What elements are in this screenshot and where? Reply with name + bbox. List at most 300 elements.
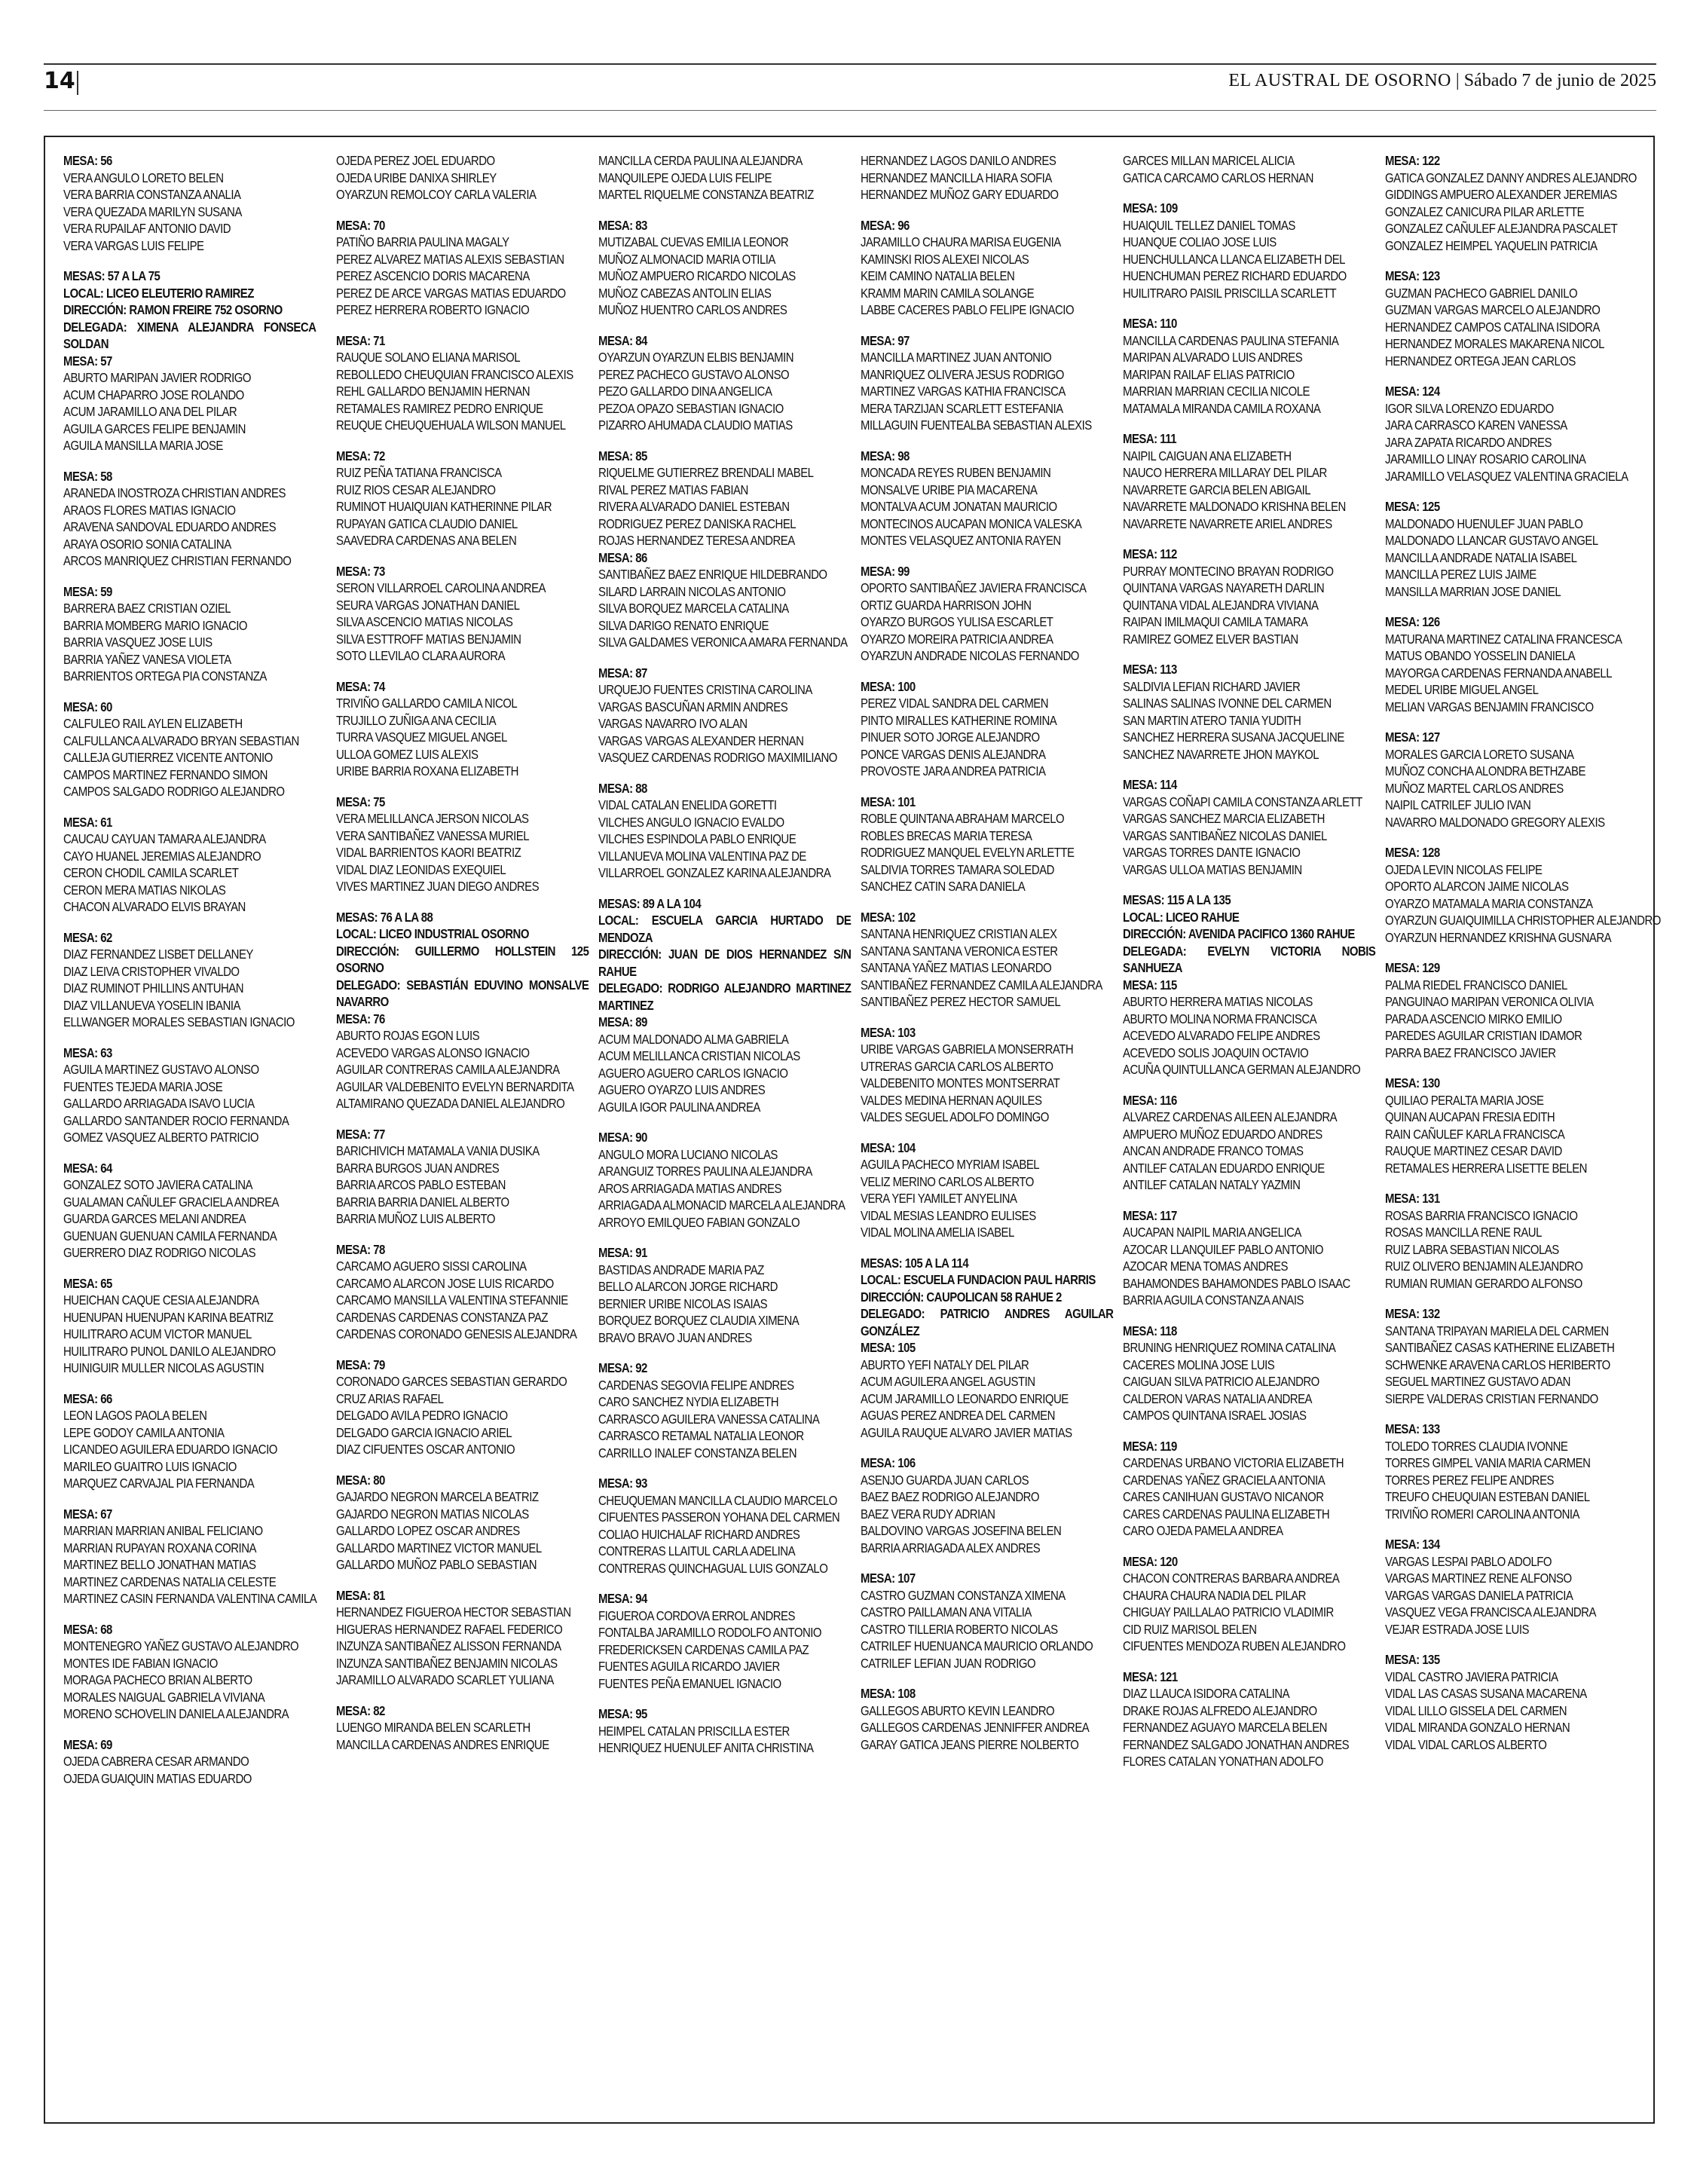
voter-name: MANSILLA MARRIAN JOSE DANIEL bbox=[1385, 583, 1561, 599]
mesa-heading: MESA: 87 bbox=[598, 665, 647, 681]
voter-name: DIAZ VILLANUEVA YOSELIN IBANIA bbox=[63, 997, 240, 1013]
voter-name: MARTEL RIQUELME CONSTANZA BEATRIZ bbox=[598, 187, 814, 202]
voter-name: DELGADO AVILA PEDRO IGNACIO bbox=[336, 1408, 508, 1423]
voter-name: VIDAL CASTRO JAVIERA PATRICIA bbox=[1385, 1669, 1558, 1684]
voter-name: MAYORGA CARDENAS FERNANDA ANABELL bbox=[1385, 665, 1613, 681]
voter-name: HEIMPEL CATALAN PRISCILLA ESTER bbox=[598, 1723, 790, 1739]
voter-name: AGUERO OYARZO LUIS ANDRES bbox=[598, 1082, 766, 1097]
voter-name: VARGAS SANTIBAÑEZ NICOLAS DANIEL bbox=[1123, 827, 1327, 843]
voter-name: TREUFO CHEUQUIAN ESTEBAN DANIEL bbox=[1385, 1489, 1590, 1504]
voter-name: PEREZ ASCENCIO DORIS MACARENA bbox=[336, 268, 530, 283]
voter-name: PEREZ VIDAL SANDRA DEL CARMEN bbox=[861, 696, 1049, 711]
mesa-heading: MESA: 115 bbox=[1123, 977, 1177, 993]
voter-name: RIVAL PEREZ MATIAS FABIAN bbox=[598, 482, 748, 497]
voter-name: SALINAS SALINAS IVONNE DEL CARMEN bbox=[1123, 696, 1332, 711]
mesa-block bbox=[1123, 200, 1379, 301]
voter-name: SAN MARTIN ATERO TANIA YUDITH bbox=[1123, 712, 1301, 728]
voter-name: SERON VILLARROEL CAROLINA ANDREA bbox=[336, 580, 546, 595]
voter-name: BARRA BURGOS JUAN ANDRES bbox=[336, 1160, 500, 1176]
voter-name: ROSAS MANCILLA RENE RAUL bbox=[1385, 1225, 1542, 1240]
voter-name: CAMPOS MARTINEZ FERNANDO SIMON bbox=[63, 766, 268, 782]
voter-name: VERA YEFI YAMILET ANYELINA bbox=[861, 1191, 1017, 1206]
voter-name: RETAMALES RAMIREZ PEDRO ENRIQUE bbox=[336, 400, 543, 416]
voter-name: TORRES PEREZ FELIPE ANDRES bbox=[1385, 1472, 1555, 1488]
voter-name: BARRIA ARCOS PABLO ESTEBAN bbox=[336, 1177, 506, 1192]
voter-name: ACUM MALDONADO ALMA GABRIELA bbox=[598, 1031, 789, 1047]
voter-name: HUENUPAN HUENUPAN KARINA BEATRIZ bbox=[63, 1309, 274, 1325]
voter-name: PINUER SOTO JORGE ALEJANDRO bbox=[861, 730, 1040, 745]
voter-name: URIBE VARGAS GABRIELA MONSERRATH bbox=[861, 1042, 1074, 1057]
voter-name: CID RUIZ MARISOL BELEN bbox=[1123, 1621, 1257, 1637]
voter-name: CASTRO GUZMAN CONSTANZA XIMENA bbox=[861, 1587, 1066, 1603]
voter-name: SANCHEZ HERRERA SUSANA JACQUELINE bbox=[1123, 730, 1344, 745]
voter-name: VARGAS TORRES DANTE IGNACIO bbox=[1123, 845, 1301, 860]
voter-name: ACEVEDO VARGAS ALONSO IGNACIO bbox=[336, 1045, 530, 1060]
mesa-block bbox=[861, 217, 1117, 319]
voter-name: SILVA DARIGO RENATO ENRIQUE bbox=[598, 617, 769, 633]
voter-name: MARTINEZ CASIN FERNANDA VALENTINA CAMILA bbox=[63, 1591, 317, 1606]
voter-name: RIQUELME GUTIERREZ BRENDALI MABEL bbox=[598, 465, 814, 480]
mesa-block bbox=[598, 549, 855, 651]
mesa-heading: MESA: 70 bbox=[336, 217, 385, 233]
voter-name: HIGUERAS HERNANDEZ RAFAEL FEDERICO bbox=[336, 1621, 563, 1637]
voter-name: RUIZ PEÑA TATIANA FRANCISCA bbox=[336, 465, 502, 480]
voter-name: GARCES MILLAN MARICEL ALICIA bbox=[1123, 153, 1295, 168]
voter-name: MANQUILEPE OJEDA LUIS FELIPE bbox=[598, 170, 772, 185]
voter-name: CARRILLO INALEF CONSTANZA BELEN bbox=[598, 1445, 797, 1461]
mesa-block bbox=[336, 217, 592, 319]
voter-name: VIDAL BARRIENTOS KAORI BEATRIZ bbox=[336, 845, 521, 860]
mesa-block bbox=[861, 563, 1117, 665]
voter-name: HUEICHAN CAQUE CESIA ALEJANDRA bbox=[63, 1292, 259, 1308]
voter-name: MANCILLA MARTINEZ JUAN ANTONIO bbox=[861, 350, 1052, 365]
voter-name: GALLEGOS ABURTO KEVIN LEANDRO bbox=[861, 1702, 1055, 1718]
polling-place-info: DIRECCIÓN: RAMON FREIRE 752 OSORNO bbox=[63, 302, 283, 317]
mesa-block bbox=[598, 1705, 855, 1757]
mesa-heading: MESA: 124 bbox=[1385, 384, 1440, 399]
polling-place-info: LOCAL: LICEO RAHUE bbox=[1123, 909, 1240, 925]
voter-name: VASQUEZ VEGA FRANCISCA ALEJANDRA bbox=[1385, 1604, 1596, 1620]
mesa-heading: MESA: 94 bbox=[598, 1591, 647, 1606]
voter-name: RODRIGUEZ MANQUEL EVELYN ARLETTE bbox=[861, 845, 1075, 860]
voter-name: TRUJILLO ZUÑIGA ANA CECILIA bbox=[336, 712, 497, 728]
voter-name: FONTALBA JARAMILLO RODOLFO ANTONIO bbox=[598, 1625, 822, 1640]
voter-name: VARGAS BASCUÑAN ARMIN ANDRES bbox=[598, 699, 788, 714]
voter-name: VARGAS MARTINEZ RENE ALFONSO bbox=[1385, 1571, 1572, 1586]
voter-name: CARCAMO MANSILLA VALENTINA STEFANNIE bbox=[336, 1292, 568, 1308]
mesa-heading: MESA: 112 bbox=[1123, 546, 1177, 561]
voter-name: HUAIQUIL TELLEZ DANIEL TOMAS bbox=[1123, 217, 1295, 233]
voter-name: REHL GALLARDO BENJAMIN HERNAN bbox=[336, 384, 531, 399]
voter-name: VASQUEZ CARDENAS RODRIGO MAXIMILIANO bbox=[598, 750, 837, 765]
voter-name: HENRIQUEZ HUENULEF ANITA CHRISTINA bbox=[598, 1740, 814, 1755]
mesa-block bbox=[1385, 152, 1641, 254]
voter-name: VIDAL DIAZ LEONIDAS EXEQUIEL bbox=[336, 861, 506, 877]
polling-place-info: MESAS: 115 A LA 135 bbox=[1123, 892, 1231, 907]
voter-name: CATRILEF HUENUANCA MAURICIO ORLANDO bbox=[861, 1638, 1093, 1653]
mesa-block bbox=[861, 1685, 1117, 1753]
voter-name: VERA SANTIBAÑEZ VANESSA MURIEL bbox=[336, 827, 530, 843]
mesa-block bbox=[63, 1390, 320, 1492]
voter-name: DIAZ LLAUCA ISIDORA CATALINA bbox=[1123, 1686, 1290, 1701]
mesa-block bbox=[1123, 1553, 1379, 1655]
voter-name: VARGAS SANCHEZ MARCIA ELIZABETH bbox=[1123, 811, 1325, 826]
voter-name: SILVA ESTTROFF MATIAS BENJAMIN bbox=[336, 631, 521, 647]
mesa-block bbox=[1385, 268, 1641, 369]
mesa-block bbox=[336, 1357, 592, 1458]
voter-name: ARROYO EMILQUEO FABIAN GONZALO bbox=[598, 1214, 800, 1230]
voter-name: CHIGUAY PAILLALAO PATRICIO VLADIMIR bbox=[1123, 1604, 1334, 1620]
voter-name: OJEDA URIBE DANIXA SHIRLEY bbox=[336, 170, 497, 185]
mesa-block bbox=[1123, 1438, 1379, 1540]
voter-name: CHAURA CHAURA NADIA DEL PILAR bbox=[1123, 1587, 1306, 1603]
mesa-heading: MESA: 121 bbox=[1123, 1669, 1178, 1684]
polling-place-info: MESAS: 89 A LA 104 bbox=[598, 895, 702, 911]
voter-name: GAJARDO NEGRON MATIAS NICOLAS bbox=[336, 1506, 529, 1522]
voter-name: CARDENAS SEGOVIA FELIPE ANDRES bbox=[598, 1377, 794, 1393]
voter-name: VIDAL LAS CASAS SUSANA MACARENA bbox=[1385, 1686, 1587, 1701]
mesa-heading: MESA: 58 bbox=[63, 468, 112, 484]
voter-name: CACERES MOLINA JOSE LUIS bbox=[1123, 1357, 1275, 1372]
mesa-block bbox=[598, 1129, 855, 1231]
mesa-block bbox=[1385, 729, 1641, 830]
voter-name: ANCAN ANDRADE FRANCO TOMAS bbox=[1123, 1143, 1304, 1158]
voter-name: NAVARRETE GARCIA BELEN ABIGAIL bbox=[1123, 482, 1311, 497]
voter-name: GUZMAN PACHECO GABRIEL DANILO bbox=[1385, 285, 1578, 301]
mesa-heading: MESA: 99 bbox=[861, 563, 910, 579]
mesa-heading: MESA: 81 bbox=[336, 1587, 385, 1603]
voter-name: DIAZ LEIVA CRISTOPHER VIVALDO bbox=[63, 963, 240, 979]
mesa-block bbox=[1123, 546, 1379, 647]
mesa-block bbox=[1123, 776, 1379, 878]
mesa-block bbox=[1385, 1190, 1641, 1292]
voter-name: MORAGA PACHECO BRIAN ALBERTO bbox=[63, 1672, 252, 1687]
voter-name: FERNANDEZ SALGADO JONATHAN ANDRES bbox=[1123, 1736, 1350, 1752]
voter-name: MUÑOZ CABEZAS ANTOLIN ELIAS bbox=[598, 285, 772, 301]
voter-name: FLORES CATALAN YONATHAN ADOLFO bbox=[1123, 1754, 1323, 1769]
voter-name: OJEDA PEREZ JOEL EDUARDO bbox=[336, 153, 495, 168]
voter-name: TRIVIÑO GALLARDO CAMILA NICOL bbox=[336, 696, 518, 711]
voter-name: OJEDA GUAIQUIN MATIAS EDUARDO bbox=[63, 1770, 252, 1786]
voter-name: AGUILA GARCES FELIPE BENJAMIN bbox=[63, 421, 246, 436]
column-3 bbox=[598, 152, 855, 1770]
voter-name: MANCILLA PEREZ LUIS JAIME bbox=[1385, 567, 1536, 582]
voter-name: JARAMILLO ALVARADO SCARLET YULIANA bbox=[336, 1672, 554, 1687]
mesa-block bbox=[336, 1241, 592, 1343]
voter-name: SIERPE VALDERAS CRISTIAN FERNANDO bbox=[1385, 1390, 1598, 1406]
mesa-block bbox=[598, 1360, 855, 1461]
mesa-block bbox=[336, 678, 592, 780]
voter-name: VIDAL MIRANDA GONZALO HERNAN bbox=[1385, 1720, 1570, 1735]
voter-name: MARTINEZ VARGAS KATHIA FRANCISCA bbox=[861, 384, 1066, 399]
voter-name: MATURANA MARTINEZ CATALINA FRANCESCA bbox=[1385, 631, 1622, 647]
mesa-block bbox=[63, 1160, 320, 1262]
voter-name: BARRIA BARRIA DANIEL ALBERTO bbox=[336, 1194, 509, 1210]
voter-name: QUILIAO PERALTA MARIA JOSE bbox=[1385, 1092, 1544, 1108]
mesa-heading: MESA: 103 bbox=[861, 1024, 916, 1040]
voter-name: BALDOVINO VARGAS JOSEFINA BELEN bbox=[861, 1523, 1062, 1538]
mesa-heading: MESA: 80 bbox=[336, 1472, 385, 1488]
voter-name: AGUILA RAUQUE ALVARO JAVIER MATIAS bbox=[861, 1424, 1072, 1440]
mesa-heading: MESA: 72 bbox=[336, 448, 385, 463]
voter-name: MUÑOZ HUENTRO CARLOS ANDRES bbox=[598, 302, 787, 317]
voter-name: OYARZUN GUAIQUIMILLA CHRISTOPHER ALEJANDRO bbox=[1385, 913, 1661, 928]
voter-name: CASTRO TILLERIA ROBERTO NICOLAS bbox=[861, 1621, 1058, 1637]
voter-name: CATRILEF LEFIAN JUAN RODRIGO bbox=[861, 1655, 1036, 1671]
voter-name: RUPAYAN GATICA CLAUDIO DANIEL bbox=[336, 515, 518, 531]
voter-name: SILVA ASCENCIO MATIAS NICOLAS bbox=[336, 614, 513, 629]
voter-name: MARRIAN MARRIAN ANIBAL FELICIANO bbox=[63, 1523, 263, 1538]
voter-name: OJEDA LEVIN NICOLAS FELIPE bbox=[1385, 861, 1543, 877]
mesa-block bbox=[1385, 1421, 1641, 1522]
mesa-block bbox=[336, 1587, 592, 1689]
voter-name: CHACON CONTRERAS BARBARA ANDREA bbox=[1123, 1571, 1340, 1586]
voter-name: AGUAS PEREZ ANDREA DEL CARMEN bbox=[861, 1408, 1055, 1423]
voter-name: NAVARRETE MALDONADO KRISHNA BELEN bbox=[1123, 499, 1346, 514]
voter-name: BARICHIVICH MATAMALA VANIA DUSIKA bbox=[336, 1143, 540, 1158]
voter-name: VILLANUEVA MOLINA VALENTINA PAZ DE bbox=[598, 848, 806, 864]
mesa-heading: MESA: 113 bbox=[1123, 662, 1177, 677]
voter-name: HERNANDEZ FIGUEROA HECTOR SEBASTIAN bbox=[336, 1604, 571, 1620]
voter-name: MORALES NAIGUAL GABRIELA VIVIANA bbox=[63, 1689, 265, 1705]
voter-name: DIAZ FERNANDEZ LISBET DELLANEY bbox=[63, 947, 253, 962]
voter-name: GUALAMAN CAÑULEF GRACIELA ANDREA bbox=[63, 1194, 280, 1210]
voter-name: FERNANDEZ AGUAYO MARCELA BELEN bbox=[1123, 1720, 1327, 1735]
mesa-heading: MESA: 108 bbox=[861, 1686, 916, 1701]
voter-name: GALLARDO MUÑOZ PABLO SEBASTIAN bbox=[336, 1557, 537, 1572]
polling-place-info: LOCAL: LICEO INDUSTRIAL OSORNO bbox=[336, 926, 529, 941]
mesa-heading: MESA: 63 bbox=[63, 1045, 112, 1060]
voter-name: PEREZ PACHECO GUSTAVO ALONSO bbox=[598, 366, 790, 382]
voter-name: ASENJO GUARDA JUAN CARLOS bbox=[861, 1472, 1029, 1488]
voter-name: VERA VARGAS LUIS FELIPE bbox=[63, 237, 204, 253]
mesa-heading: MESA: 62 bbox=[63, 929, 112, 945]
voter-name: ANTILEF CATALAN EDUARDO ENRIQUE bbox=[1123, 1160, 1325, 1176]
voter-name: HERNANDEZ LAGOS DANILO ANDRES bbox=[861, 153, 1056, 168]
voter-name: LEON LAGOS PAOLA BELEN bbox=[63, 1408, 207, 1423]
voter-name: MEDEL URIBE MIGUEL ANGEL bbox=[1385, 682, 1539, 697]
voter-name: CAMPOS SALGADO RODRIGO ALEJANDRO bbox=[63, 784, 285, 799]
voter-name: TRIVIÑO ROMERI CAROLINA ANTONIA bbox=[1385, 1506, 1579, 1522]
voter-name: CARDENAS CARDENAS CONSTANZA PAZ bbox=[336, 1309, 548, 1325]
polling-place-info: DIRECCIÓN: GUILLERMO HOLLSTEIN 125 OSORNO bbox=[336, 943, 589, 975]
voter-name: BERNIER URIBE NICOLAS ISAIAS bbox=[598, 1295, 768, 1311]
voter-name: OYARZUN REMOLCOY CARLA VALERIA bbox=[336, 187, 537, 202]
mesa-block bbox=[1123, 315, 1379, 417]
voter-name: DIAZ RUMINOT PHILLINS ANTUHAN bbox=[63, 980, 244, 996]
voter-name: GALLARDO ARRIAGADA ISAVO LUCIA bbox=[63, 1096, 255, 1111]
mesa-block bbox=[598, 895, 855, 1116]
voter-name: CAMPOS QUINTANA ISRAEL JOSIAS bbox=[1123, 1408, 1307, 1423]
polling-place-info: DIRECCIÓN: AVENIDA PACIFICO 1360 RAHUE bbox=[1123, 926, 1355, 941]
voter-name: NAUCO HERRERA MILLARAY DEL PILAR bbox=[1123, 465, 1327, 480]
mesa-heading: MESA: 125 bbox=[1385, 499, 1440, 514]
voter-name: CARRASCO AGUILERA VANESSA CATALINA bbox=[598, 1411, 820, 1427]
mesa-block bbox=[861, 909, 1117, 1011]
voter-name: VERA MELILLANCA JERSON NICOLAS bbox=[336, 811, 529, 826]
mesa-block bbox=[1123, 892, 1379, 1078]
voter-name: GALLARDO SANTANDER ROCIO FERNANDA bbox=[63, 1112, 289, 1128]
mesa-heading: MESA: 77 bbox=[336, 1126, 385, 1142]
voter-name: BAHAMONDES BAHAMONDES PABLO ISAAC bbox=[1123, 1275, 1350, 1291]
voter-name: SANTIBAÑEZ BAEZ ENRIQUE HILDEBRANDO bbox=[598, 567, 827, 582]
voter-name: SEGUEL MARTINEZ GUSTAVO ADAN bbox=[1385, 1374, 1570, 1389]
mesa-heading: MESA: 74 bbox=[336, 678, 385, 694]
voter-name: CONTRERAS QUINCHAGUAL LUIS GONZALO bbox=[598, 1560, 828, 1576]
voter-name: AGUERO AGUERO CARLOS IGNACIO bbox=[598, 1065, 788, 1081]
voter-name: CALDERON VARAS NATALIA ANDREA bbox=[1123, 1390, 1312, 1406]
mesa-heading: MESA: 122 bbox=[1385, 153, 1440, 168]
voter-name: CARES CANIHUAN GUSTAVO NICANOR bbox=[1123, 1489, 1324, 1504]
voter-name: MUÑOZ MARTEL CARLOS ANDRES bbox=[1385, 780, 1564, 796]
mesa-block bbox=[336, 909, 592, 1112]
mesa-block bbox=[598, 665, 855, 766]
mesa-block bbox=[598, 332, 855, 434]
voter-name: MARRIAN MARRIAN CECILIA NICOLE bbox=[1123, 384, 1310, 399]
mesa-block bbox=[63, 468, 320, 570]
voter-name: MONTECINOS AUCAPAN MONICA VALESKA bbox=[861, 515, 1082, 531]
voter-name: MARIPAN RAILAF ELIAS PATRICIO bbox=[1123, 366, 1295, 382]
column-5 bbox=[1123, 152, 1379, 1784]
voter-name: BARRIA AGUILA CONSTANZA ANAIS bbox=[1123, 1292, 1304, 1308]
voter-name: SANCHEZ CATIN SARA DANIELA bbox=[861, 879, 1026, 894]
voter-name: BAEZ VERA RUDY ADRIAN bbox=[861, 1506, 995, 1522]
mesa-block bbox=[861, 332, 1117, 434]
mesa-heading: MESA: 89 bbox=[598, 1014, 647, 1029]
voter-name: GONZALEZ HEIMPEL YAQUELIN PATRICIA bbox=[1385, 237, 1598, 253]
voter-name: ORTIZ GUARDA HARRISON JOHN bbox=[861, 597, 1032, 613]
mesa-heading: MESA: 75 bbox=[336, 794, 385, 809]
voter-name: JARAMILLO LINAY ROSARIO CAROLINA bbox=[1385, 451, 1586, 466]
mesa-heading: MESA: 95 bbox=[598, 1706, 647, 1721]
voter-name: MONTES VELASQUEZ ANTONIA RAYEN bbox=[861, 533, 1061, 548]
voter-name: PARRA BAEZ FRANCISCO JAVIER bbox=[1385, 1045, 1556, 1060]
mesa-block bbox=[861, 152, 1117, 203]
voter-name: VERA BARRIA CONSTANZA ANALIA bbox=[63, 187, 241, 202]
mesa-heading: MESA: 130 bbox=[1385, 1075, 1440, 1090]
voter-name: HERNANDEZ ORTEGA JEAN CARLOS bbox=[1385, 353, 1576, 369]
voter-name: AMPUERO MUÑOZ EDUARDO ANDRES bbox=[1123, 1126, 1322, 1142]
voter-name: QUINAN AUCAPAN FRESIA EDITH bbox=[1385, 1109, 1555, 1124]
voter-name: GUERRERO DIAZ RODRIGO NICOLAS bbox=[63, 1245, 256, 1260]
voter-name: RUMIAN RUMIAN GERARDO ALFONSO bbox=[1385, 1275, 1582, 1291]
voter-name: MALDONADO LLANCAR GUSTAVO ANGEL bbox=[1385, 533, 1598, 548]
mesa-block bbox=[336, 1702, 592, 1754]
mesa-heading: MESA: 96 bbox=[861, 217, 910, 233]
mesa-heading: MESA: 90 bbox=[598, 1130, 647, 1145]
mesa-heading: MESA: 102 bbox=[861, 909, 916, 925]
masthead bbox=[1228, 71, 1656, 91]
voter-name: VIDAL VIDAL CARLOS ALBERTO bbox=[1385, 1736, 1547, 1752]
voter-name: RAUQUE MARTINEZ CESAR DAVID bbox=[1385, 1143, 1562, 1158]
voter-name: CARDENAS YAÑEZ GRACIELA ANTONIA bbox=[1123, 1472, 1325, 1488]
mesa-heading: MESA: 104 bbox=[861, 1139, 916, 1155]
voter-name: BELLO ALARCON JORGE RICHARD bbox=[598, 1279, 778, 1294]
voter-name: RETAMALES HERRERA LISETTE BELEN bbox=[1385, 1160, 1587, 1176]
voter-name: PARADA ASCENCIO MIRKO EMILIO bbox=[1385, 1011, 1562, 1026]
voter-name: RAIN CAÑULEF KARLA FRANCISCA bbox=[1385, 1126, 1565, 1142]
voter-name: VILLARROEL GONZALEZ KARINA ALEJANDRA bbox=[598, 865, 831, 880]
voter-name: AGUILAR VALDEBENITO EVELYN BERNARDITA bbox=[336, 1078, 574, 1094]
mesa-block bbox=[1385, 1651, 1641, 1753]
voter-name: HUANQUE COLIAO JOSE LUIS bbox=[1123, 234, 1277, 249]
voter-name: MARQUEZ CARVAJAL PIA FERNANDA bbox=[63, 1476, 255, 1491]
voter-name: MANCILLA CARDENAS ANDRES ENRIQUE bbox=[336, 1736, 549, 1752]
voter-name: TORRES GIMPEL VANIA MARIA CARMEN bbox=[1385, 1455, 1591, 1470]
voter-name: SALDIVIA TORRES TAMARA SOLEDAD bbox=[861, 861, 1054, 877]
voter-name: PURRAY MONTECINO BRAYAN RODRIGO bbox=[1123, 563, 1334, 579]
voter-name: ABURTO HERRERA MATIAS NICOLAS bbox=[1123, 994, 1313, 1009]
voter-name: GAJARDO NEGRON MARCELA BEATRIZ bbox=[336, 1489, 539, 1504]
voter-name: SALDIVIA LEFIAN RICHARD JAVIER bbox=[1123, 678, 1301, 694]
page-header bbox=[44, 63, 1656, 99]
voter-name: CHACON ALVARADO ELVIS BRAYAN bbox=[63, 899, 246, 914]
voter-name: REBOLLEDO CHEUQUIAN FRANCISCO ALEXIS bbox=[336, 366, 573, 382]
mesa-heading: MESA: 111 bbox=[1123, 431, 1177, 446]
mesa-heading: MESA: 88 bbox=[598, 780, 647, 796]
mesa-block bbox=[336, 152, 592, 203]
mesa-block bbox=[861, 678, 1117, 780]
voter-name: ACUÑA QUINTULLANCA GERMAN ALEJANDRO bbox=[1123, 1062, 1361, 1077]
voter-name: TOLEDO TORRES CLAUDIA IVONNE bbox=[1385, 1438, 1568, 1454]
voter-name: GONZALEZ SOTO JAVIERA CATALINA bbox=[63, 1177, 253, 1192]
mesa-heading: MESA: 60 bbox=[63, 699, 112, 714]
voter-name: AUCAPAN NAIPIL MARIA ANGELICA bbox=[1123, 1225, 1301, 1240]
mesa-heading: MESA: 101 bbox=[861, 794, 916, 809]
voter-name: MANRIQUEZ OLIVERA JESUS RODRIGO bbox=[861, 366, 1064, 382]
voter-name: AZOCAR MENA TOMAS ANDRES bbox=[1123, 1259, 1288, 1274]
voter-name: PAREDES AGUILAR CRISTIAN IDAMOR bbox=[1385, 1028, 1582, 1043]
voter-name: SILVA GALDAMES VERONICA AMARA FERNANDA bbox=[598, 635, 848, 650]
voter-name: AGUILA IGOR PAULINA ANDREA bbox=[598, 1099, 760, 1115]
voter-name: MARILEO GUAITRO LUIS IGNACIO bbox=[63, 1458, 237, 1474]
voter-name: MARTINEZ CARDENAS NATALIA CELESTE bbox=[63, 1574, 277, 1589]
mesa-block bbox=[1385, 1305, 1641, 1407]
mesa-block bbox=[63, 1736, 320, 1788]
voter-name: PALMA RIEDEL FRANCISCO DANIEL bbox=[1385, 977, 1567, 993]
voter-name: LICANDEO AGUILERA EDUARDO IGNACIO bbox=[63, 1442, 277, 1457]
voter-name: BARRERA BAEZ CRISTIAN OZIEL bbox=[63, 601, 231, 616]
voter-name: GIDDINGS AMPUERO ALEXANDER JEREMIAS bbox=[1385, 187, 1617, 202]
voter-name: ABURTO MOLINA NORMA FRANCISCA bbox=[1123, 1011, 1317, 1026]
voter-name: MONSALVE URIBE PIA MACARENA bbox=[861, 482, 1038, 497]
mesa-block bbox=[336, 1472, 592, 1574]
voter-name: ACUM CHAPARRO JOSE ROLANDO bbox=[63, 387, 244, 402]
voter-name: FUENTES PEÑA EMANUEL IGNACIO bbox=[598, 1675, 781, 1691]
voter-name: VALDES SEGUEL ADOLFO DOMINGO bbox=[861, 1109, 1049, 1124]
voter-name: MONTENEGRO YAÑEZ GUSTAVO ALEJANDRO bbox=[63, 1638, 299, 1653]
mesa-heading: MESA: 119 bbox=[1123, 1438, 1177, 1454]
voter-name: VARGAS COÑAPI CAMILA CONSTANZA ARLETT bbox=[1123, 794, 1362, 809]
mesa-heading: MESA: 107 bbox=[861, 1571, 916, 1586]
voter-name: ARAYA OSORIO SONIA CATALINA bbox=[63, 536, 231, 552]
voter-name: JARA CARRASCO KAREN VANESSA bbox=[1385, 418, 1567, 433]
voter-name: VILCHES ANGULO IGNACIO EVALDO bbox=[598, 814, 784, 830]
voter-name: SANTIBAÑEZ FERNANDEZ CAMILA ALEJANDRA bbox=[861, 977, 1102, 993]
voter-name: GUARDA GARCES MELANI ANDREA bbox=[63, 1211, 246, 1226]
mesa-block bbox=[63, 583, 320, 685]
voter-name: BARRIA MOMBERG MARIO IGNACIO bbox=[63, 617, 247, 633]
mesa-heading: MESA: 56 bbox=[63, 153, 112, 168]
voter-name: COLIAO HUICHALAF RICHARD ANDRES bbox=[598, 1526, 800, 1542]
mesa-block bbox=[598, 152, 855, 203]
voter-name: ARAOS FLORES MATIAS IGNACIO bbox=[63, 502, 236, 518]
voter-name: RAUQUE SOLANO ELIANA MARISOL bbox=[336, 350, 521, 365]
mesa-block bbox=[1123, 1323, 1379, 1424]
voter-name: FUENTES TEJEDA MARIA JOSE bbox=[63, 1078, 223, 1094]
voter-name: MUTIZABAL CUEVAS EMILIA LEONOR bbox=[598, 234, 789, 249]
voter-name: RAIPAN IMILMAQUI CAMILA TAMARA bbox=[1123, 614, 1308, 629]
